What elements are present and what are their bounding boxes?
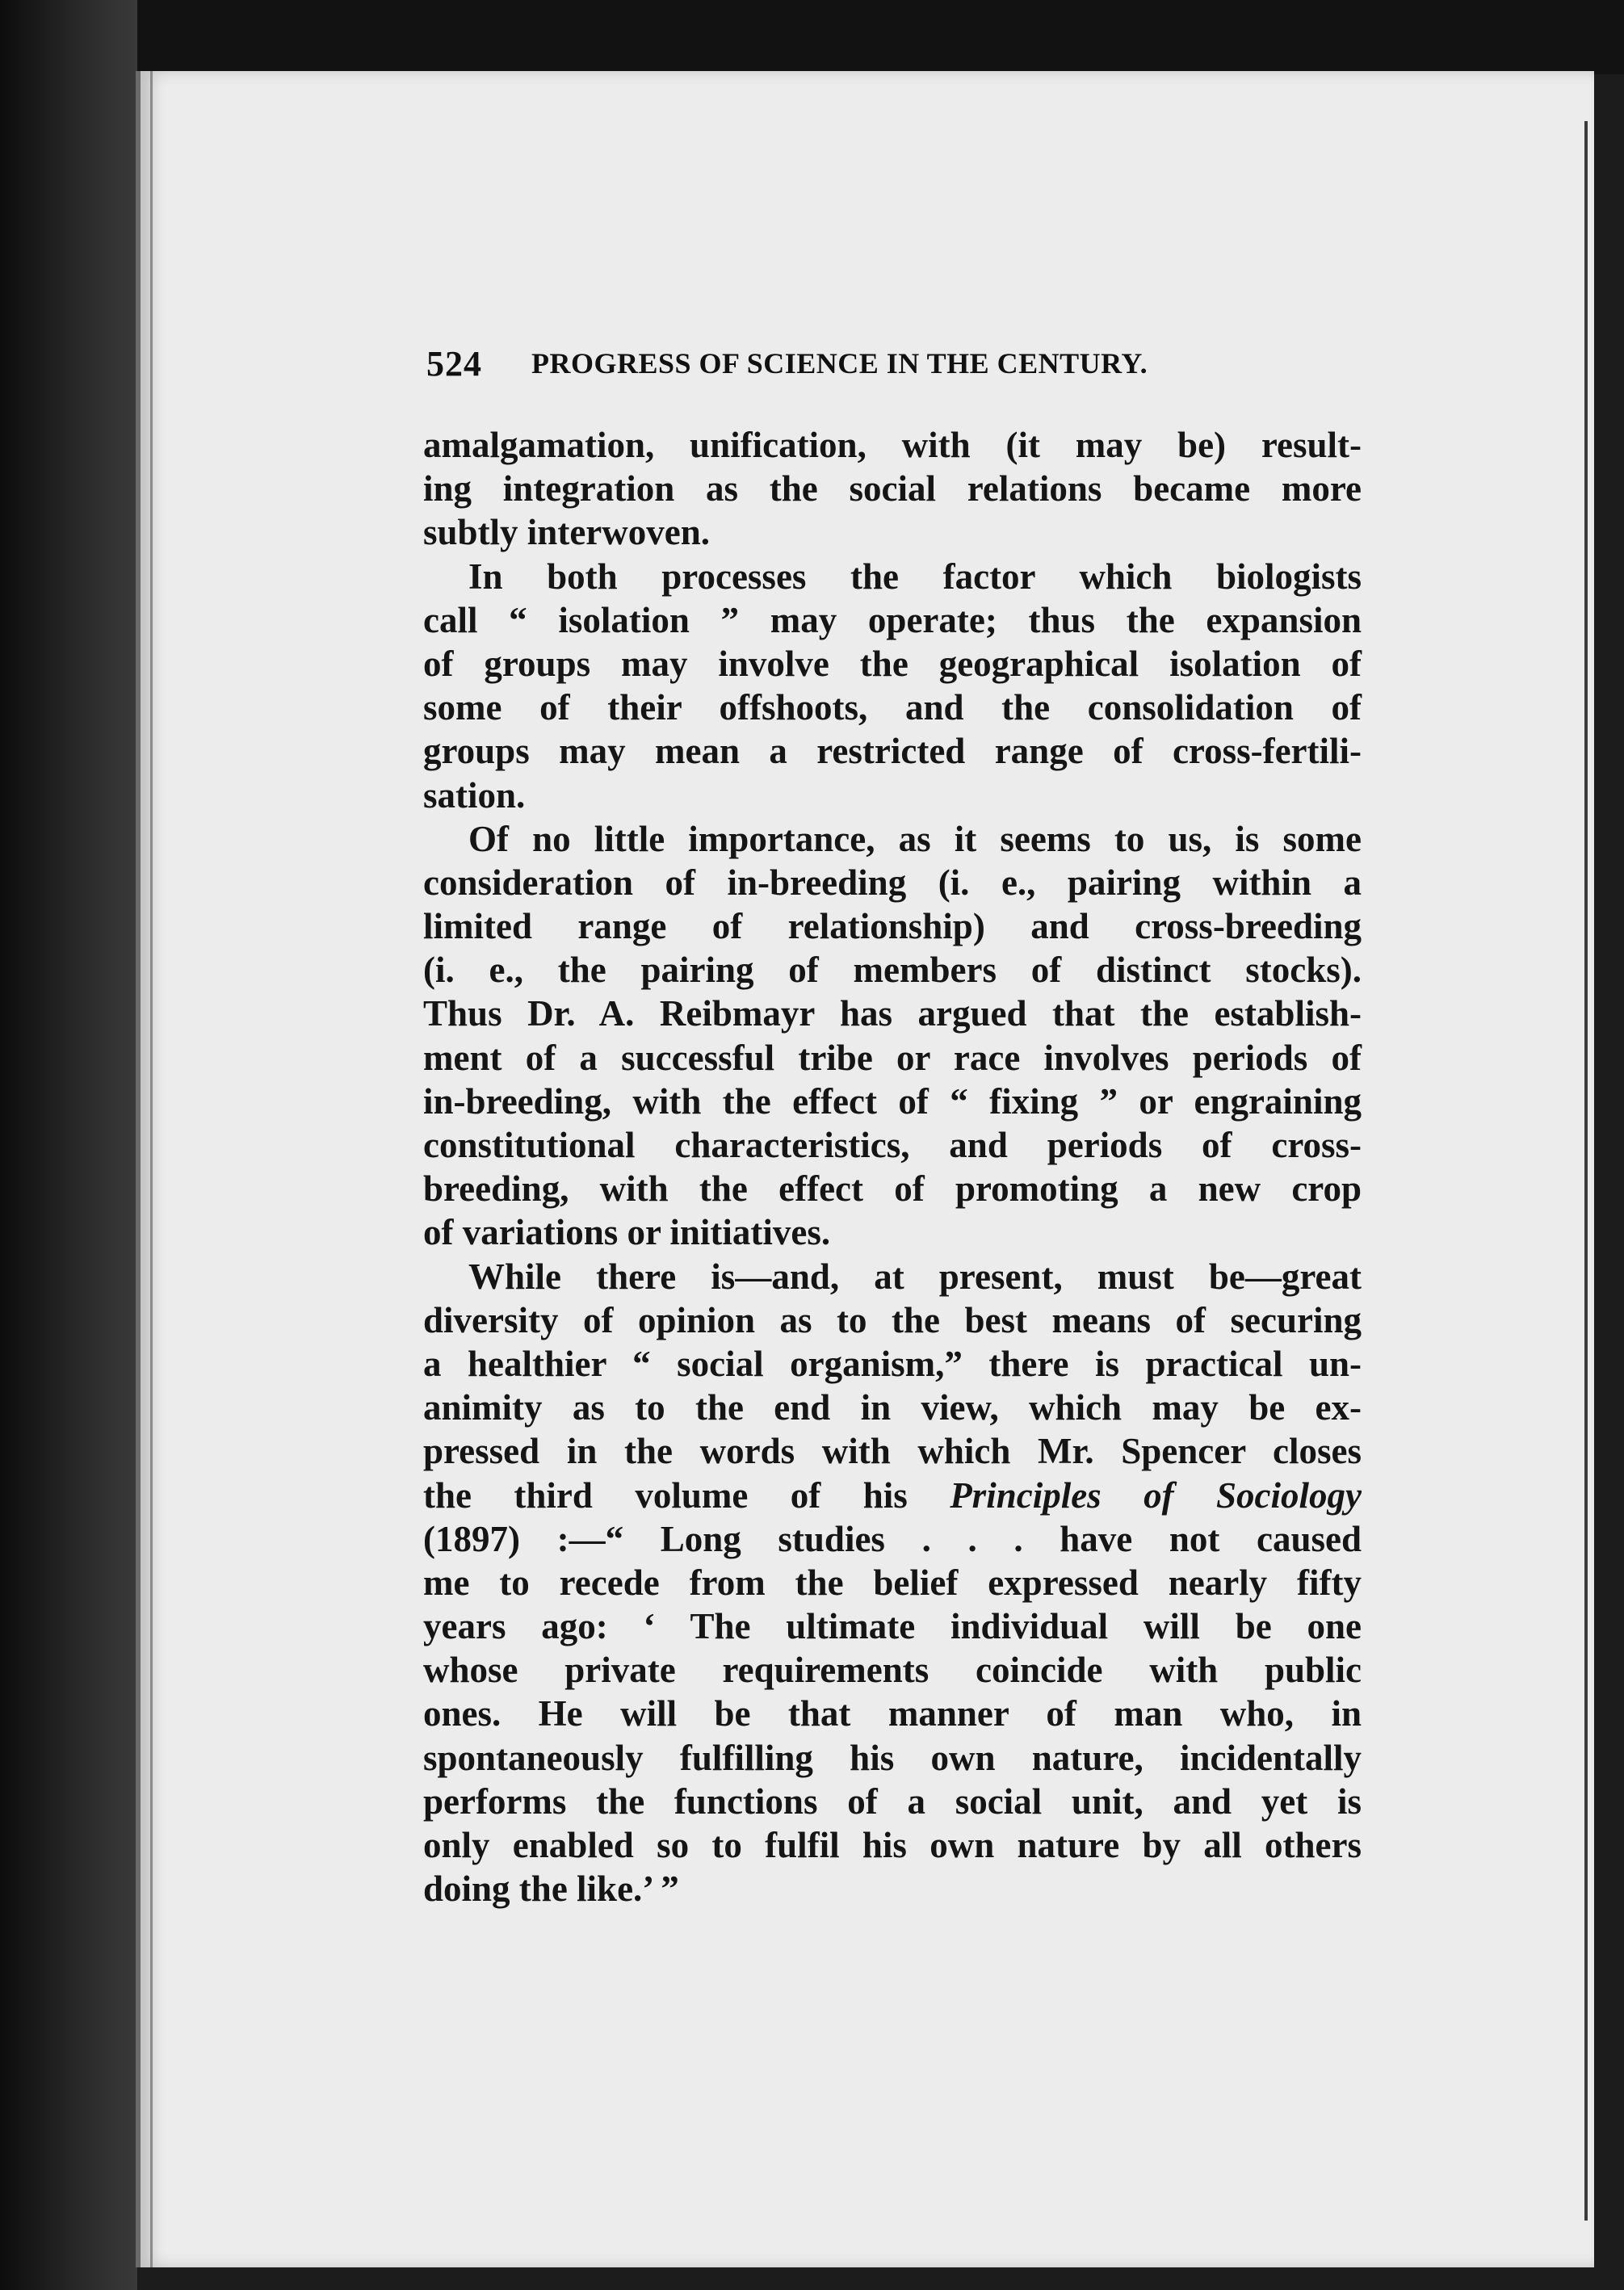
text-line: ment of a successful tribe or race involves periods of	[423, 1037, 1362, 1078]
scan-left-border	[0, 0, 137, 2290]
page-binding-edge	[150, 71, 153, 2267]
book-title: Principles of Sociology	[950, 1474, 1362, 1516]
text-line: in-breeding, with the effect of “ fixing ” or engraining	[423, 1080, 1362, 1122]
page-number: 524	[426, 344, 482, 384]
text-line: of groups may involve the geographical isolation of	[423, 643, 1362, 684]
text-line: of variations or initiatives.	[423, 1212, 831, 1253]
text-line	[423, 1429, 1362, 1473]
text-line: Thus Dr. A. Reibmayr has argued that the establish-	[423, 993, 1362, 1034]
text-line: consideration of in-breeding (i. e., pairing within a	[423, 862, 1362, 903]
text-line: doing the like.’ ”	[423, 1868, 679, 1910]
text-line: amalgamation, unification, with (it may be) result-	[423, 425, 1362, 465]
text-line: limited range of relationship) and cross-breeding	[423, 906, 1362, 947]
text-line: whose private requirements coincide with public	[423, 1650, 1362, 1691]
paragraph-start: While there is—and, at present, must be—great	[468, 1256, 1362, 1297]
page-right-edge	[1584, 121, 1588, 2221]
text-line: call “ isolation ” may operate; thus the expansion	[423, 599, 1362, 640]
text-line: animity as to the end in view, which may be ex-	[423, 1387, 1362, 1428]
text-line: some of their offshoots, and the consolidation of	[423, 687, 1362, 728]
text-line: (i. e., the pairing of members of distinct stocks).	[423, 950, 1362, 991]
paragraph-start: Of no little importance, as it seems to us, is some	[468, 818, 1362, 859]
text-line: ing integration as the social relations became more	[423, 468, 1362, 510]
text-line: sation.	[423, 774, 526, 816]
text-line: (1897) :—“ Long studies . . . have not caused	[423, 1518, 1362, 1559]
paragraph-start: In both processes the factor which biologists	[468, 556, 1362, 597]
running-title: PROGRESS OF SCIENCE IN THE CENTURY.	[531, 347, 1148, 380]
text-line: me to recede from the belief expressed nearly fifty	[423, 1562, 1362, 1603]
text-line: performs the functions of a social unit, and yet is	[423, 1780, 1362, 1822]
text-line: ones. He will be that manner of man who, in	[423, 1693, 1362, 1734]
text-fragment: the third volume of his	[423, 1474, 908, 1516]
text-line: a healthier “ social organism,” there is practical un-	[423, 1343, 1362, 1384]
text-line: diversity of opinion as to the best means of securing	[423, 1299, 1362, 1340]
text-line: years ago: ‘ The ultimate individual will be one	[423, 1606, 1362, 1647]
text-line: only enabled so to fulfil his own nature by all others	[423, 1825, 1362, 1865]
text-line-with-italic	[423, 1474, 1362, 1517]
text-line: constitutional characteristics, and periods of cross-	[423, 1125, 1362, 1165]
text-line: subtly interwoven.	[423, 512, 711, 553]
text-line: breeding, with the effect of promoting a new crop	[423, 1168, 1362, 1210]
scan-top-border	[0, 0, 1624, 74]
page-header	[426, 343, 1363, 392]
body-text	[423, 423, 1362, 1910]
text-fragment: pressed in the words with which Mr. Spencer closes	[423, 1431, 1362, 1472]
text-line: spontaneously fulfilling his own nature, incidentally	[423, 1737, 1362, 1778]
text-line: groups may mean a restricted range of cross-fertili-	[423, 731, 1362, 772]
